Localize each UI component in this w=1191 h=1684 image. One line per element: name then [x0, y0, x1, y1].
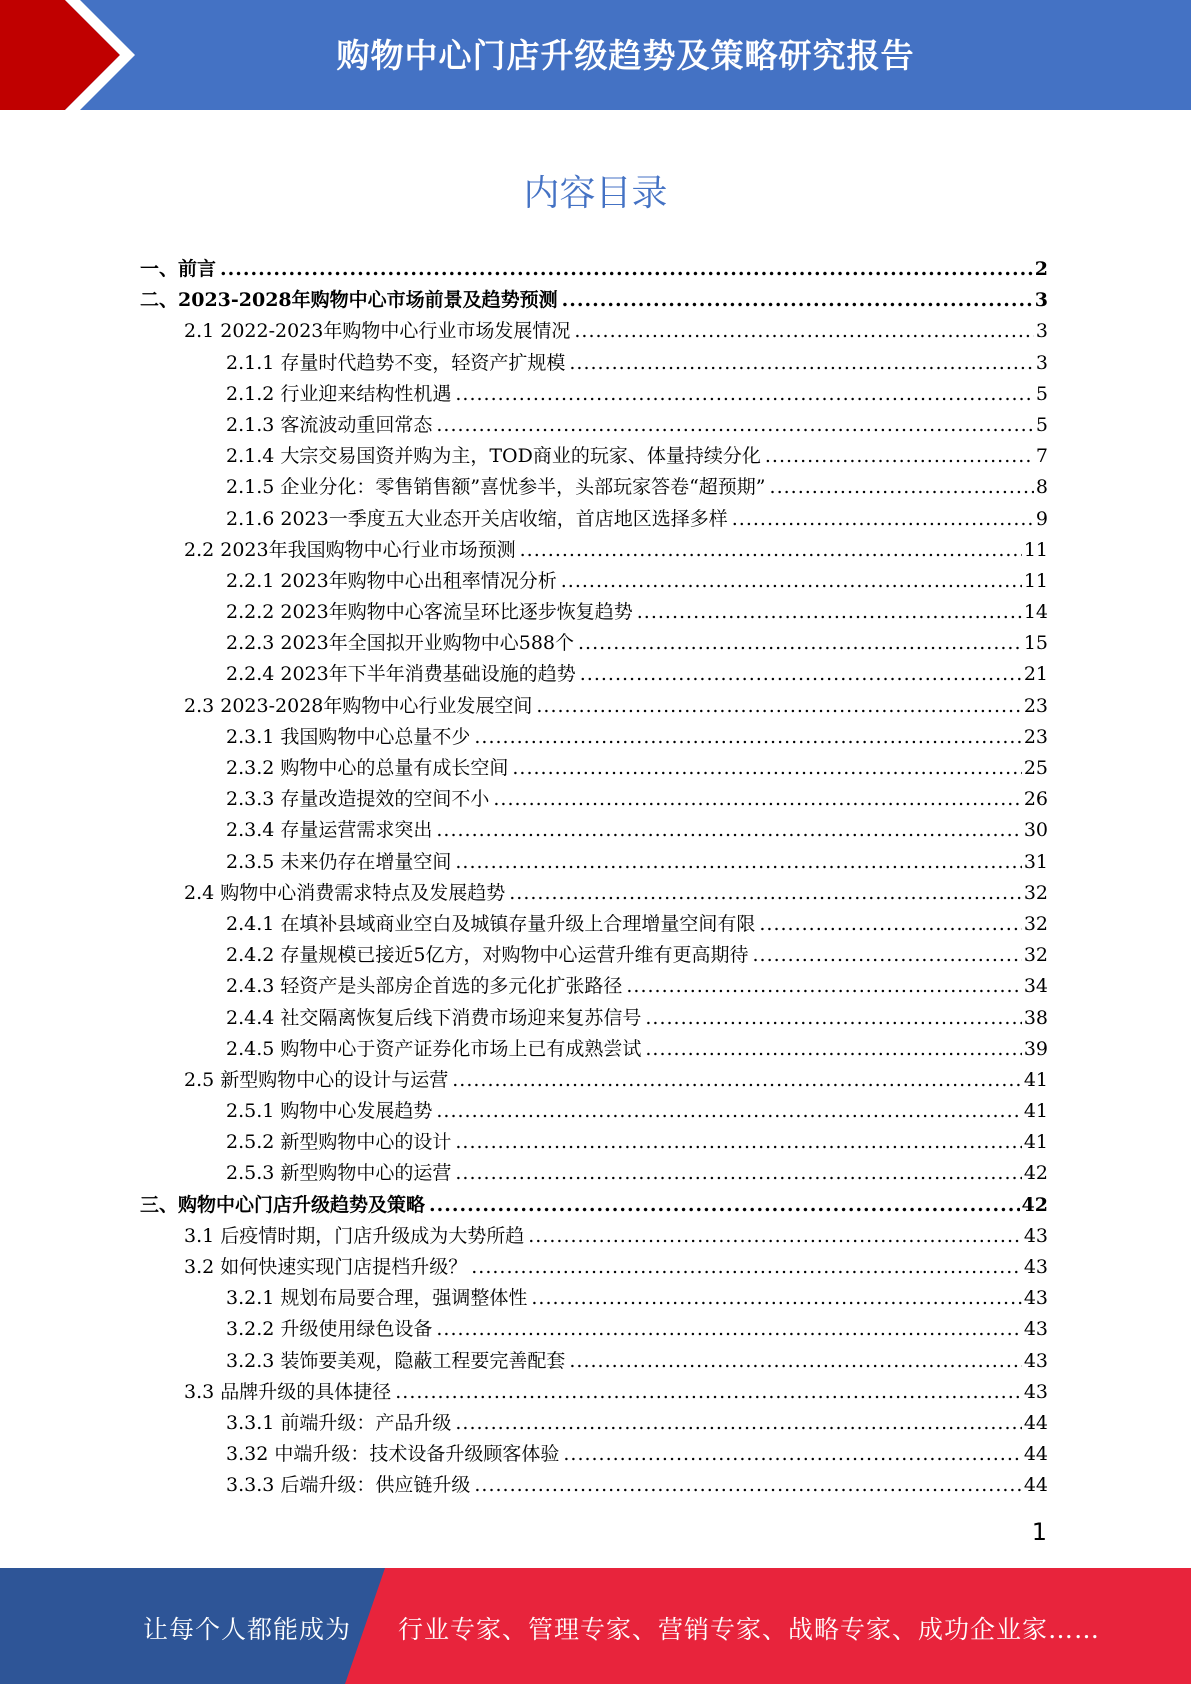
toc-entry-page: 32: [1023, 912, 1048, 935]
toc-entry-title: 2.3.3 存量改造提效的空间不小: [226, 788, 490, 811]
toc-dot-leader: [569, 348, 1034, 379]
toc-entry[interactable]: [140, 1377, 1048, 1408]
toc-entry-title: 3.3.1 前端升级：产品升级: [226, 1411, 452, 1434]
toc-entry-title: 2.5.3 新型购物中心的运营: [226, 1162, 452, 1185]
toc-entry[interactable]: [140, 1034, 1048, 1065]
toc-entry-page: 44: [1023, 1411, 1048, 1434]
toc-entry-page: 44: [1023, 1474, 1048, 1497]
toc-entry-title: 3.2 如何快速实现门店提档升级？: [184, 1256, 468, 1278]
toc-entry-title: 2.4.2 存量规模已接近5亿方，对购物中心运营升维有更高期待: [226, 944, 749, 967]
toc-entry-page: 9: [1035, 507, 1048, 530]
toc-entry-page: 43: [1023, 1380, 1048, 1403]
toc-entry[interactable]: [140, 472, 1048, 503]
toc-entry-title: 2.5.2 新型购物中心的设计: [226, 1131, 452, 1154]
toc-dot-leader: [220, 254, 1033, 285]
toc-entry-page: 44: [1023, 1443, 1048, 1466]
toc-entry[interactable]: [140, 1065, 1048, 1096]
toc-dot-leader: [752, 940, 1021, 971]
toc-entry-title: 2.2.3 2023年全国拟开业购物中心588个: [226, 632, 575, 655]
page-number: 1: [1031, 1518, 1047, 1546]
toc-entry-title: 2.5 新型购物中心的设计与运营: [184, 1068, 449, 1091]
toc-dot-leader: [563, 1439, 1021, 1470]
toc-entry-title: 2.2.2 2023年购物中心客流呈环比逐步恢复趋势: [226, 601, 633, 624]
toc-dot-leader: [436, 1096, 1021, 1127]
toc-entry[interactable]: [140, 1190, 1048, 1221]
report-title: 购物中心门店升级趋势及策略研究报告: [336, 36, 915, 75]
toc-entry[interactable]: [140, 1252, 1048, 1283]
toc-entry-title: 2.4 购物中心消费需求特点及发展趋势: [184, 881, 506, 904]
toc-entry[interactable]: [140, 597, 1048, 628]
toc-entry-page: 41: [1023, 1131, 1048, 1154]
toc-dot-leader: [574, 316, 1034, 347]
toc-dot-leader: [452, 1065, 1022, 1096]
toc-dot-leader: [493, 784, 1021, 815]
toc-dot-leader: [528, 1221, 1022, 1252]
toc-dot-leader: [429, 1190, 1020, 1221]
toc-dot-leader: [474, 1470, 1021, 1501]
toc-entry-title: 2.1.1 存量时代趋势不变，轻资产扩规模: [226, 351, 566, 374]
toc-entry[interactable]: [140, 1439, 1048, 1470]
toc-entry-page: 21: [1023, 663, 1048, 686]
toc-entry[interactable]: [140, 784, 1048, 815]
toc-dot-leader: [474, 722, 1021, 753]
toc-entry-title: 2.3.1 我国购物中心总量不少: [226, 725, 471, 748]
toc-dot-leader: [626, 971, 1021, 1002]
toc-entry[interactable]: [140, 1408, 1048, 1439]
toc-entry[interactable]: [140, 753, 1048, 784]
toc-dot-leader: [637, 597, 1022, 628]
toc-entry-title: 一、前言: [140, 258, 217, 280]
footer-slogan-right: 行业专家、管理专家、营销专家、战略专家、成功企业家……: [398, 1615, 1101, 1644]
toc-dot-leader: [765, 441, 1034, 472]
toc-entry[interactable]: [140, 722, 1048, 753]
toc-entry[interactable]: [140, 535, 1048, 566]
toc-entry-title: 2.3.2 购物中心的总量有成长空间: [226, 757, 509, 779]
toc-dot-leader: [455, 379, 1034, 410]
toc-entry-page: 32: [1023, 944, 1048, 967]
toc-entry-page: 3: [1035, 351, 1048, 374]
toc-entry-title: 3.2.1 规划布局要合理，强调整体性: [226, 1287, 528, 1310]
toc-dot-leader: [531, 1283, 1021, 1314]
toc-entry-page: 43: [1023, 1318, 1048, 1341]
toc-entry-title: 2.1.3 客流波动重回常态: [226, 413, 433, 436]
toc-entry[interactable]: [140, 628, 1048, 659]
toc-dot-leader: [455, 847, 1021, 878]
toc-entry[interactable]: [140, 659, 1048, 690]
toc-entry-page: 34: [1023, 975, 1048, 998]
toc-dot-leader: [471, 1252, 1022, 1283]
toc-entry-page: 5: [1035, 382, 1048, 405]
toc-dot-leader: [509, 878, 1022, 909]
toc-entry-title: 2.2.4 2023年下半年消费基础设施的趋势: [226, 663, 576, 686]
toc-dot-leader: [436, 1314, 1021, 1345]
toc-entry[interactable]: [140, 1221, 1048, 1252]
toc-dot-leader: [561, 566, 1022, 597]
toc-entry-page: 3: [1034, 289, 1048, 312]
toc-entry[interactable]: [140, 971, 1048, 1002]
toc-entry-title: 2.1.6 2023一季度五大业态开关店收缩，首店地区选择多样: [226, 507, 728, 530]
toc-entry-title: 3.3.3 后端升级：供应链升级: [226, 1474, 471, 1497]
toc-entry-page: 23: [1023, 725, 1048, 748]
toc-entry-page: 8: [1035, 476, 1048, 499]
footer-slogan-left: 让每个人都能成为: [143, 1615, 352, 1644]
toc-entry-page: 32: [1023, 881, 1048, 904]
toc-entry[interactable]: [140, 1096, 1048, 1127]
toc-entry-page: 26: [1023, 788, 1048, 811]
toc-entry-title: 2.4.5 购物中心于资产证券化市场上已有成熟尝试: [226, 1037, 642, 1060]
toc-dot-leader: [455, 1408, 1021, 1439]
toc-entry-page: 31: [1023, 850, 1048, 873]
toc-entry-title: 2.3.5 未来仍存在增量空间: [226, 850, 452, 873]
page-header-band: [0, 0, 1191, 110]
toc-entry-title: 2.1.5 企业分化：零售销售额”喜忧参半，头部玩家答卷“超预期”: [226, 476, 766, 499]
toc-entry[interactable]: [140, 847, 1048, 878]
toc-entry-title: 2.4.1 在填补县域商业空白及城镇存量升级上合理增量空间有限: [226, 912, 756, 935]
toc-entry-title: 2.4.4 社交隔离恢复后线下消费市场迎来复苏信号: [226, 1006, 642, 1029]
toc-dot-leader: [645, 1034, 1021, 1065]
toc-entry-title: 2.1.4 大宗交易国资并购为主，TOD商业的玩家、体量持续分化: [226, 445, 761, 468]
toc-entry-title: 2.1 2022-2023年购物中心行业市场发展情况: [184, 320, 571, 343]
toc-entry-page: 43: [1023, 1256, 1048, 1278]
toc-entry[interactable]: [140, 348, 1048, 379]
toc-dot-leader: [395, 1377, 1022, 1408]
toc-entry-title: 3.3 品牌升级的具体捷径: [184, 1380, 392, 1403]
toc-entry-title: 3.2.3 装饰要美观，隐蔽工程要完善配套: [226, 1349, 566, 1372]
table-of-contents: [140, 254, 1048, 1502]
toc-entry-title: 2.3 2023-2028年购物中心行业发展空间: [184, 694, 533, 717]
toc-entry[interactable]: [140, 1283, 1048, 1314]
toc-entry[interactable]: [140, 566, 1048, 597]
toc-dot-leader: [759, 909, 1021, 940]
toc-entry-page: 41: [1023, 1100, 1048, 1123]
toc-entry[interactable]: [140, 379, 1048, 410]
toc-entry-title: 2.2 2023年我国购物中心行业市场预测: [184, 538, 516, 561]
toc-entry-page: 41: [1023, 1068, 1048, 1091]
toc-entry[interactable]: [140, 316, 1048, 347]
toc-dot-leader: [569, 1346, 1021, 1377]
toc-entry-title: 3.2.2 升级使用绿色设备: [226, 1318, 433, 1341]
toc-entry-page: 38: [1023, 1006, 1048, 1029]
toc-entry[interactable]: [140, 254, 1048, 285]
toc-entry-page: 7: [1035, 445, 1048, 468]
toc-entry[interactable]: [140, 1003, 1048, 1034]
toc-dot-leader: [578, 628, 1022, 659]
toc-entry[interactable]: [140, 441, 1048, 472]
toc-entry[interactable]: [140, 1346, 1048, 1377]
toc-entry-page: 25: [1023, 757, 1048, 779]
toc-dot-leader: [520, 535, 1022, 566]
toc-dot-leader: [436, 815, 1021, 846]
toc-entry[interactable]: [140, 410, 1048, 441]
toc-entry-title: 2.5.1 购物中心发展趋势: [226, 1100, 433, 1123]
toc-entry-title: 2.2.1 2023年购物中心出租率情况分析: [226, 569, 557, 592]
toc-entry-page: 42: [1021, 1193, 1048, 1216]
toc-dot-leader: [436, 410, 1034, 441]
toc-entry-title: 二、2023-2028年购物中心市场前景及趋势预测: [140, 289, 558, 312]
toc-entry[interactable]: [140, 1470, 1048, 1501]
toc-entry-page: 2: [1034, 258, 1048, 280]
toc-entry[interactable]: [140, 940, 1048, 971]
toc-entry[interactable]: [140, 909, 1048, 940]
toc-entry[interactable]: [140, 1127, 1048, 1158]
toc-entry-page: 5: [1035, 413, 1048, 436]
toc-entry-page: 43: [1023, 1224, 1048, 1247]
toc-entry-title: 三、购物中心门店升级趋势及策略: [140, 1193, 426, 1216]
toc-entry[interactable]: [140, 691, 1048, 722]
toc-dot-leader: [770, 472, 1034, 503]
toc-entry-title: 2.4.3 轻资产是头部房企首选的多元化扩张路径: [226, 975, 623, 998]
toc-entry-page: 30: [1023, 819, 1048, 842]
toc-entry[interactable]: [140, 285, 1048, 316]
toc-entry-page: 11: [1023, 538, 1048, 561]
toc-entry-page: 39: [1023, 1037, 1048, 1060]
toc-entry-page: 43: [1023, 1349, 1048, 1372]
toc-entry[interactable]: [140, 1314, 1048, 1345]
toc-entry-title: 3.1 后疫情时期，门店升级成为大势所趋: [184, 1224, 525, 1247]
toc-dot-leader: [732, 504, 1034, 535]
toc-dot-leader: [562, 285, 1033, 316]
toc-entry-page: 43: [1023, 1287, 1048, 1310]
toc-entry[interactable]: [140, 504, 1048, 535]
toc-dot-leader: [455, 1158, 1021, 1189]
toc-dot-leader: [455, 1127, 1021, 1158]
toc-dot-leader: [512, 753, 1021, 784]
toc-entry[interactable]: [140, 815, 1048, 846]
toc-entry-title: 2.1.2 行业迎来结构性机遇: [226, 382, 452, 405]
toc-entry-page: 14: [1023, 601, 1048, 624]
toc-entry-page: 42: [1023, 1162, 1048, 1185]
toc-entry-page: 11: [1023, 569, 1048, 592]
toc-entry-page: 3: [1035, 320, 1048, 343]
toc-entry-page: 23: [1023, 694, 1048, 717]
toc-heading: 内容目录: [523, 173, 668, 214]
toc-entry[interactable]: [140, 878, 1048, 909]
toc-dot-leader: [536, 691, 1021, 722]
toc-dot-leader: [580, 659, 1022, 690]
toc-entry-title: 2.3.4 存量运营需求突出: [226, 819, 433, 842]
toc-entry[interactable]: [140, 1158, 1048, 1189]
toc-entry-page: 15: [1023, 632, 1048, 655]
toc-entry-title: 3.32 中端升级：技术设备升级顾客体验: [226, 1443, 560, 1466]
page-footer-band: [0, 1568, 1191, 1684]
toc-dot-leader: [645, 1003, 1021, 1034]
